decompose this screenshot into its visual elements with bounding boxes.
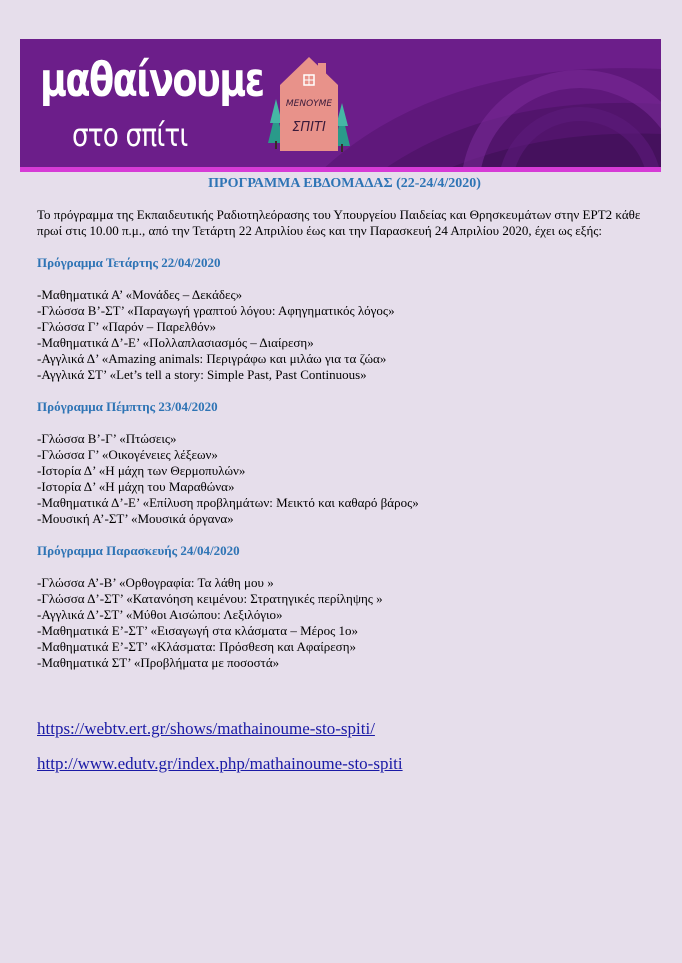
- list-item: -Γλώσσα Δ’-ΣΤ’ «Κατανόηση κειμένου: Στρατηγικές περίληψης »: [37, 591, 383, 606]
- schedule-list: [37, 575, 652, 671]
- section-heading: Πρόγραμμα Τετάρτης 22/04/2020: [37, 255, 221, 270]
- edutv-link[interactable]: http://www.edutv.gr/index.php/mathainoume-sto-spiti: [37, 754, 403, 773]
- header-banner: [20, 39, 661, 172]
- list-item: -Αγγλικά Δ’ «Amazing animals: Περιγράφω και μιλάω για τα ζώα»: [37, 351, 387, 366]
- list-item: -Μαθηματικά Ε’-ΣΤ’ «Εισαγωγή στα κλάσματα – Μέρος 1ο»: [37, 623, 358, 638]
- links-section: [37, 719, 652, 774]
- list-item: -Μαθηματικά Α’ «Μονάδες – Δεκάδες»: [37, 287, 243, 302]
- list-item: -Γλώσσα Α’-Β’ «Ορθογραφία: Τα λάθη μου »: [37, 575, 274, 590]
- list-item: -Μαθηματικά Δ’-Ε’ «Πολλαπλασιασμός – Διαίρεση»: [37, 335, 314, 350]
- list-item: -Μαθηματικά Ε’-ΣΤ’ «Κλάσματα: Πρόσθεση και Αφαίρεση»: [37, 639, 356, 654]
- section-wednesday: [37, 255, 652, 383]
- list-item: -Ιστορία Δ’ «Η μάχη του Μαραθώνα»: [37, 479, 235, 494]
- list-item: -Γλώσσα Γ’ «Παρόν – Παρελθόν»: [37, 319, 217, 334]
- list-item: -Μουσική Α’-ΣΤ’ «Μουσικά όργανα»: [37, 511, 234, 526]
- list-item: -Γλώσσα Γ’ «Οικογένειες λέξεων»: [37, 447, 218, 462]
- list-item: -Μαθηματικά ΣΤ’ «Προβλήματα με ποσοστά»: [37, 655, 280, 670]
- list-item: -Μαθηματικά Δ’-Ε’ «Επίλυση προβλημάτων: Μεικτό και καθαρό βάρος»: [37, 495, 419, 510]
- schedule-list: [37, 431, 652, 527]
- logo-text-line2: ΣΠΙΤΙ: [292, 120, 326, 135]
- section-friday: [37, 543, 652, 671]
- ert-webtv-link[interactable]: https://webtv.ert.gr/shows/mathainoume-sto-spiti/: [37, 719, 375, 738]
- banner-accent-stripe: [20, 167, 661, 172]
- banner-title-line1: μαθαίνουμε: [40, 53, 264, 108]
- section-heading: Πρόγραμμα Πέμπτης 23/04/2020: [37, 399, 218, 414]
- list-item: -Γλώσσα Β’-ΣΤ’ «Παραγωγή γραπτού λόγου: Αφηγηματικός λόγος»: [37, 303, 395, 318]
- section-thursday: [37, 399, 652, 527]
- banner-title-line2: στο σπίτι: [72, 116, 188, 154]
- section-heading: Πρόγραμμα Παρασκευής 24/04/2020: [37, 543, 240, 558]
- stay-home-logo: [264, 51, 354, 161]
- list-item: -Αγγλικά ΣΤ’ «Let’s tell a story: Simple Past, Past Continuous»: [37, 367, 367, 382]
- document-title: ΠΡΟΓΡΑΜΜΑ ΕΒΔΟΜΑΔΑΣ (22-24/4/2020): [208, 176, 481, 191]
- list-item: -Αγγλικά Δ’-ΣΤ’ «Μύθοι Αισώπου: Λεξιλόγιο»: [37, 607, 283, 622]
- logo-text-line1: ΜΕΝΟΥΜΕ: [285, 99, 333, 109]
- intro-paragraph: Το πρόγραμμα της Εκπαιδευτικής Ραδιοτηλεόρασης του Υπουργείου Παιδείας και Θρησκευμάτων στην ΕΡΤ2 κάθε πρωί στις 10.00 π.μ., από την Τετάρτη 22 Απριλίου έως και την Παρασκευή 24 Απριλίου 2020, έχει ως εξής:: [37, 207, 641, 238]
- list-item: -Ιστορία Δ’ «Η μάχη των Θερμοπυλών»: [37, 463, 246, 478]
- schedule-list: [37, 287, 652, 383]
- list-item: -Γλώσσα Β’-Γ’ «Πτώσεις»: [37, 431, 177, 446]
- document-body: [37, 176, 652, 789]
